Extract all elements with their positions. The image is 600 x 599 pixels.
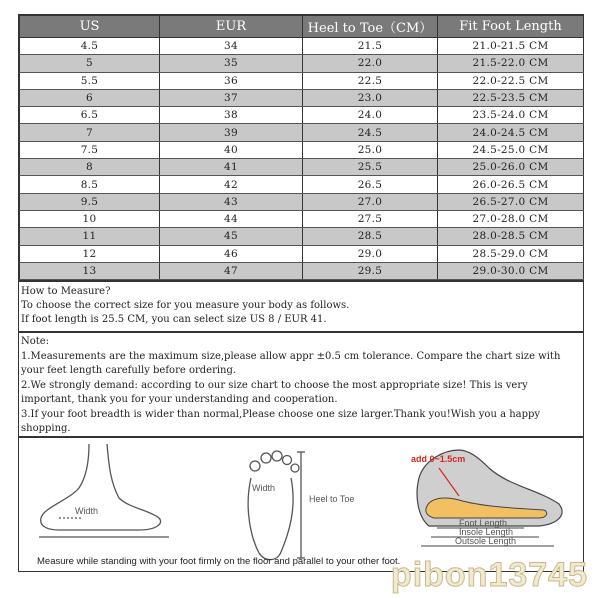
note-item-3: 3.If your foot breadth is wider than normal,Please choose one size larger.Thank you!Wish you a happy shopping. xyxy=(21,408,541,435)
table-row xyxy=(20,228,584,245)
table-cell: 4.5 xyxy=(20,38,160,55)
how-to-example: If foot length is 25.5 CM, you can select size US 8 / EUR 41. xyxy=(21,314,327,326)
table-row xyxy=(20,193,584,210)
note-item-1: 1.Measurements are the maximum size,please allow appr ±0.5 cm tolerance. Compare the chart size with your feet length carefully before ordering. xyxy=(21,350,561,377)
foot-diagrams xyxy=(19,438,583,571)
table-row xyxy=(20,55,584,72)
table-cell: 26.5-27.0 CM xyxy=(438,193,584,210)
table-cell: 25.0 xyxy=(303,141,438,158)
table-row xyxy=(20,124,584,141)
table-cell: 24.5-25.0 CM xyxy=(438,141,584,158)
table-cell: 28.0-28.5 CM xyxy=(438,228,584,245)
table-cell: 21.5-22.0 CM xyxy=(438,55,584,72)
top-width-label: Width xyxy=(252,483,276,493)
table-cell: 27.0-28.0 CM xyxy=(438,210,584,227)
table-cell: 21.5 xyxy=(303,38,438,55)
table-header-row xyxy=(20,16,584,38)
note-section xyxy=(19,331,583,439)
table-cell: 7 xyxy=(20,124,160,141)
table-cell: 24.5 xyxy=(303,124,438,141)
measure-caption: Measure while standing with your foot firmly on the floor and parallel to your other foot. xyxy=(37,556,401,567)
note-item-2: 2.We strongly demand: according to our size chart to choose the most appropriate size! This is very important, thank you for your understanding and cooperation. xyxy=(21,379,528,406)
size-chart xyxy=(18,14,584,440)
table-cell: 23.0 xyxy=(303,89,438,106)
table-cell: 44 xyxy=(160,210,303,227)
table-cell: 22.0-22.5 CM xyxy=(438,72,584,89)
table-cell: 7.5 xyxy=(20,141,160,158)
size-table xyxy=(19,15,584,280)
table-cell: 38 xyxy=(160,107,303,124)
table-cell: 12 xyxy=(20,245,160,262)
table-cell: 9.5 xyxy=(20,193,160,210)
table-cell: 28.5 xyxy=(303,228,438,245)
table-cell: 25.0-26.0 CM xyxy=(438,159,584,176)
table-cell: 24.0-24.5 CM xyxy=(438,124,584,141)
table-cell: 45 xyxy=(160,228,303,245)
side-width-label: Width xyxy=(75,506,99,516)
table-row xyxy=(20,107,584,124)
table-cell: 34 xyxy=(160,38,303,55)
how-to-line: To choose the correct size for you measure your body as follows. xyxy=(21,300,350,312)
insole-length-label: Insole Length xyxy=(459,527,514,537)
heel-to-toe-label: Heel to Toe xyxy=(309,494,355,504)
table-row xyxy=(20,245,584,262)
table-cell: 37 xyxy=(160,89,303,106)
table-cell: 10 xyxy=(20,210,160,227)
table-cell: 26.0-26.5 CM xyxy=(438,176,584,193)
table-cell: 24.0 xyxy=(303,107,438,124)
table-cell: 40 xyxy=(160,141,303,158)
table-row xyxy=(20,72,584,89)
table-cell: 22.5 xyxy=(303,72,438,89)
table-cell: 6.5 xyxy=(20,107,160,124)
table-cell: 41 xyxy=(160,159,303,176)
how-to-title: How to Measure? xyxy=(21,286,111,298)
table-cell: 36 xyxy=(160,72,303,89)
header-fit-foot-length: Fit Foot Length xyxy=(438,16,584,38)
top-foot-drawing xyxy=(248,451,305,560)
table-row xyxy=(20,262,584,279)
watermark: pibon13745 xyxy=(390,556,588,594)
table-cell: 28.5-29.0 CM xyxy=(438,245,584,262)
table-row xyxy=(20,176,584,193)
foot-length-label: Foot Length xyxy=(459,518,508,528)
how-to-measure-section xyxy=(19,280,583,331)
add-length-label: add 0~1.5cm xyxy=(411,454,466,464)
header-heel-to-toe: Heel to Toe（CM） xyxy=(303,16,438,38)
table-cell: 6 xyxy=(20,89,160,106)
table-row xyxy=(20,141,584,158)
table-row xyxy=(20,38,584,55)
table-row xyxy=(20,159,584,176)
table-cell: 8 xyxy=(20,159,160,176)
table-cell: 13 xyxy=(20,262,160,279)
table-cell: 21.0-21.5 CM xyxy=(438,38,584,55)
table-cell: 29.0 xyxy=(303,245,438,262)
table-cell: 43 xyxy=(160,193,303,210)
table-cell: 23.5-24.0 CM xyxy=(438,107,584,124)
table-row xyxy=(20,210,584,227)
note-title: Note: xyxy=(21,336,50,348)
size-table-body xyxy=(20,38,584,280)
table-cell: 47 xyxy=(160,262,303,279)
table-cell: 39 xyxy=(160,124,303,141)
table-cell: 5.5 xyxy=(20,72,160,89)
side-foot-drawing xyxy=(39,444,169,537)
table-cell: 29.0-30.0 CM xyxy=(438,262,584,279)
table-cell: 22.5-23.5 CM xyxy=(438,89,584,106)
header-us: US xyxy=(20,16,160,38)
table-cell: 27.5 xyxy=(303,210,438,227)
table-cell: 22.0 xyxy=(303,55,438,72)
table-cell: 11 xyxy=(20,228,160,245)
table-cell: 25.5 xyxy=(303,159,438,176)
table-cell: 8.5 xyxy=(20,176,160,193)
table-cell: 46 xyxy=(160,245,303,262)
table-cell: 42 xyxy=(160,176,303,193)
measurement-illustration xyxy=(18,436,584,572)
table-cell: 27.0 xyxy=(303,193,438,210)
table-cell: 5 xyxy=(20,55,160,72)
table-row xyxy=(20,89,584,106)
table-cell: 26.5 xyxy=(303,176,438,193)
header-eur: EUR xyxy=(160,16,303,38)
table-cell: 29.5 xyxy=(303,262,438,279)
table-cell: 35 xyxy=(160,55,303,72)
outsole-length-label: Outsole Length xyxy=(455,536,517,546)
